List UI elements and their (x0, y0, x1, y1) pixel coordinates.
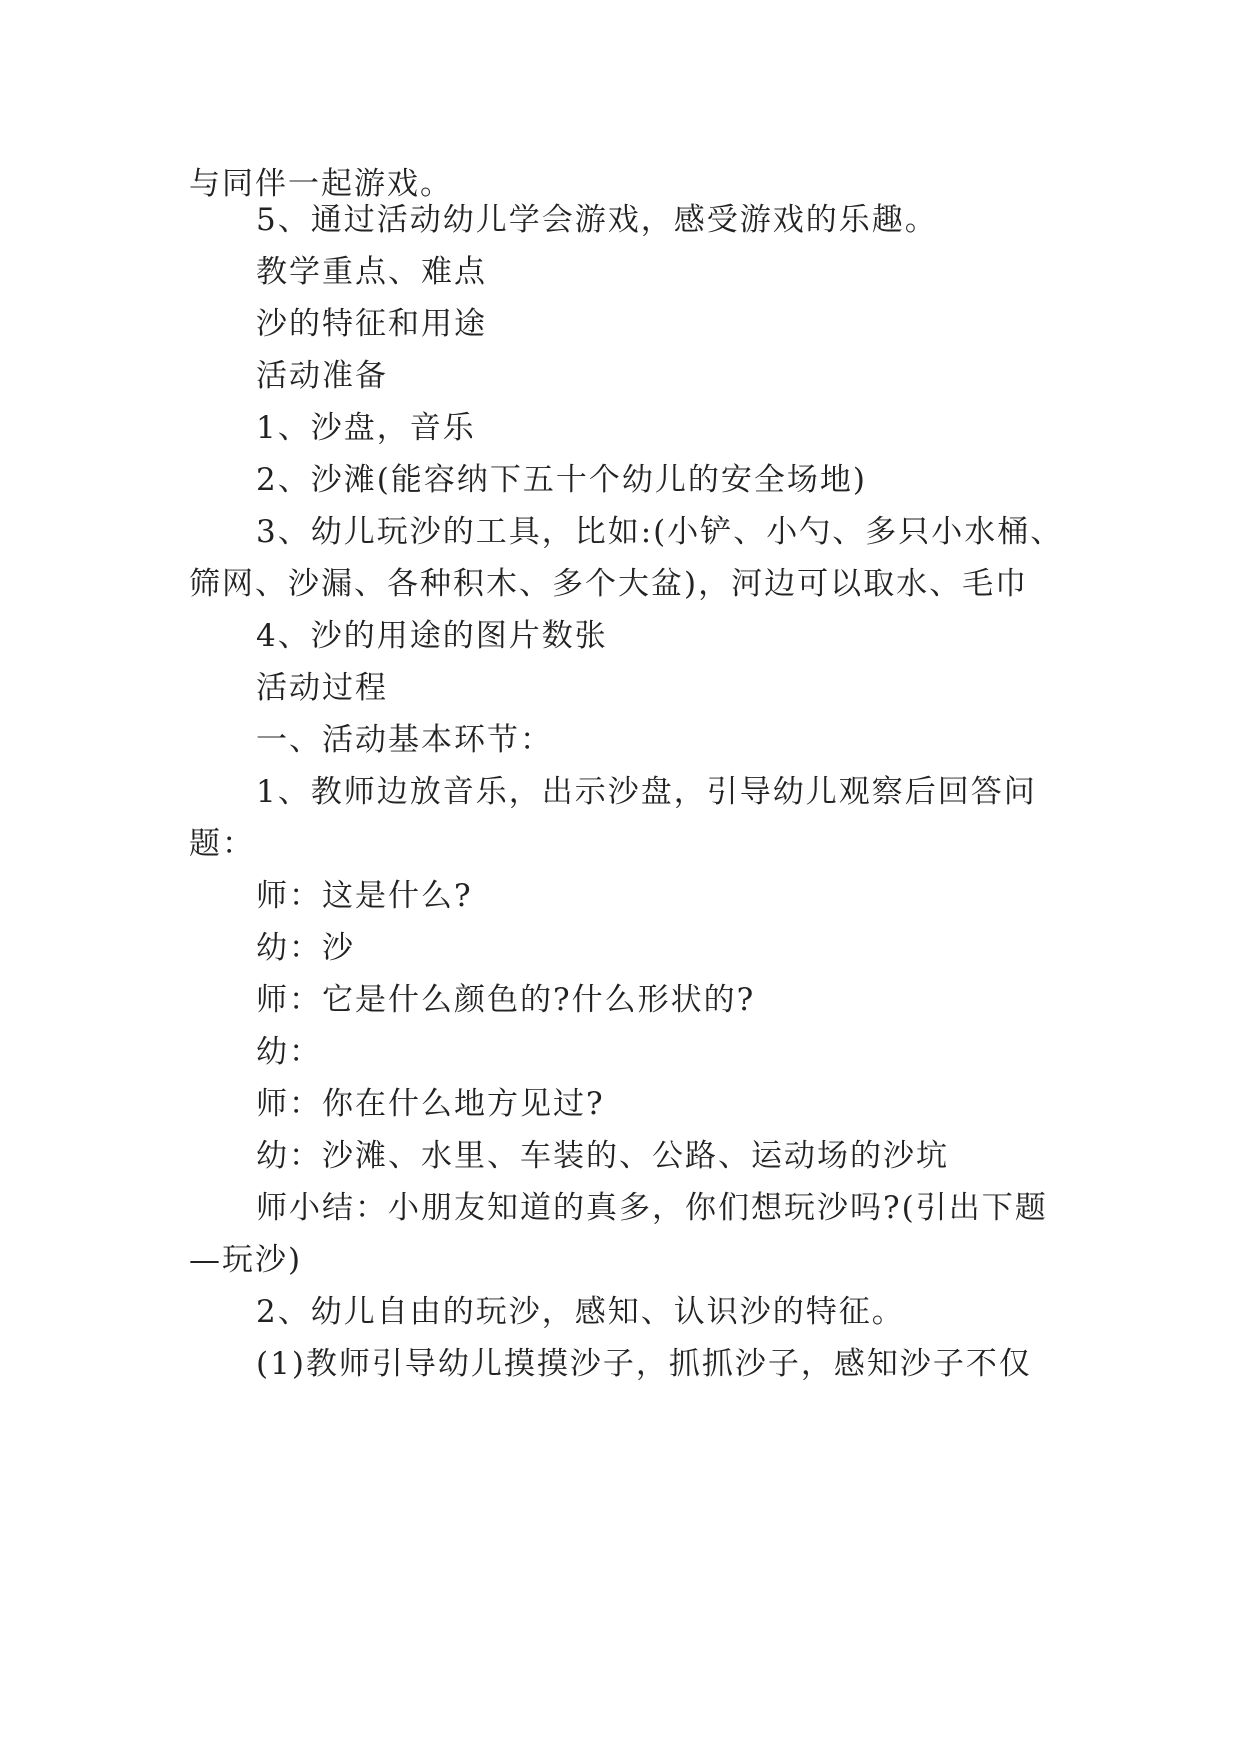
text-line: 师小结：小朋友知道的真多，你们想玩沙吗?(引出下题 (256, 1190, 1048, 1226)
text-line: 师：这是什么? (256, 878, 473, 914)
text-line: 3、幼儿玩沙的工具，比如:(小铲、小勺、多只小水桶、 (256, 514, 1064, 550)
text-line: 活动过程 (256, 670, 388, 706)
text-line: 2、沙滩(能容纳下五十个幼儿的安全场地) (256, 462, 867, 498)
text-line: 1、教师边放音乐，出示沙盘，引导幼儿观察后回答问 (256, 774, 1037, 810)
text-line: —玩沙) (189, 1242, 303, 1278)
text-line: 幼： (256, 1034, 322, 1070)
text-line: 与同伴一起游戏。 (189, 166, 453, 202)
text-line: 一、活动基本环节： (256, 722, 553, 758)
text-line: 4、沙的用途的图片数张 (256, 618, 608, 654)
text-line: 师：它是什么颜色的?什么形状的? (256, 982, 756, 1018)
text-line: 5、通过活动幼儿学会游戏，感受游戏的乐趣。 (256, 202, 938, 238)
text-line: 沙的特征和用途 (256, 306, 487, 342)
text-line: 题： (189, 826, 255, 862)
text-line: 幼：沙滩、水里、车装的、公路、运动场的沙坑 (256, 1138, 949, 1174)
text-line: 幼：沙 (256, 930, 355, 966)
text-line: 筛网、沙漏、各种积木、多个大盆)，河边可以取水、毛巾 (189, 566, 1029, 602)
text-line: 活动准备 (256, 358, 388, 394)
text-line: 1、沙盘，音乐 (256, 410, 476, 446)
text-line: 师：你在什么地方见过? (256, 1086, 605, 1122)
text-line: (1)教师引导幼儿摸摸沙子，抓抓沙子，感知沙子不仅 (256, 1346, 1032, 1382)
text-line: 2、幼儿自由的玩沙，感知、认识沙的特征。 (256, 1294, 905, 1330)
text-line: 教学重点、难点 (256, 254, 487, 290)
